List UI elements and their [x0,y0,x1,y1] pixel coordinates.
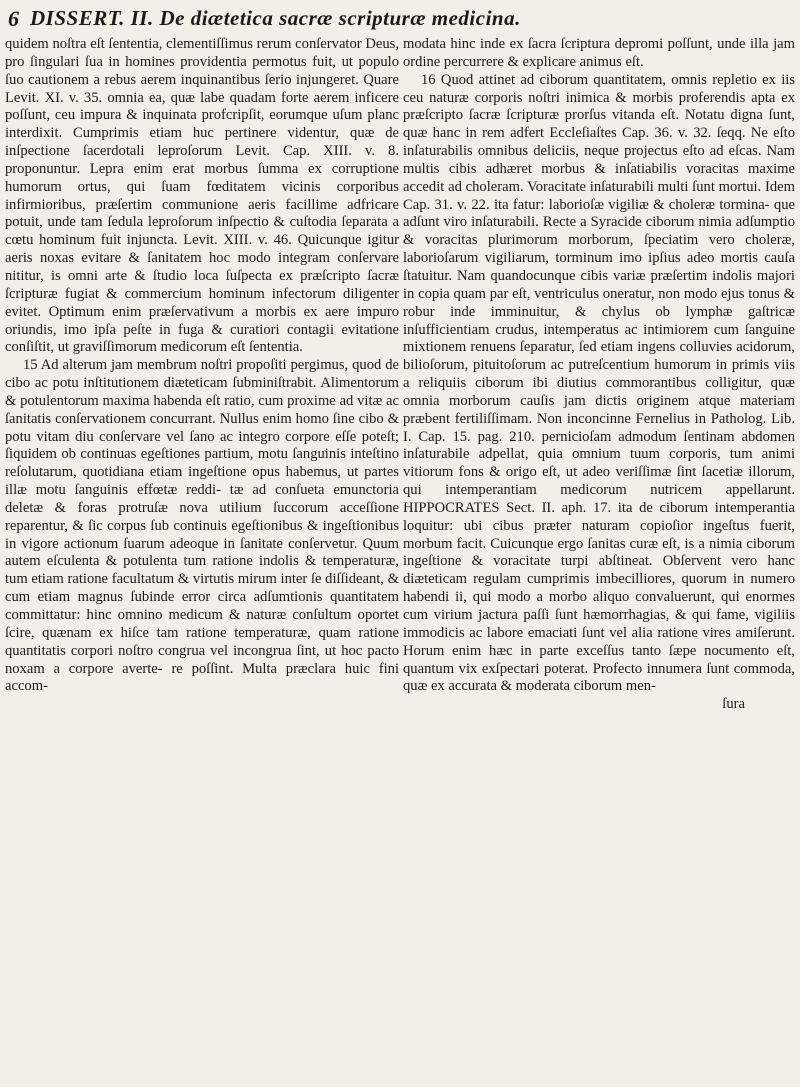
running-header [0,6,800,34]
paragraph: quidem noſtra eſt ſententia, clementiſſimus rerum conſervator Deus, pro ſingulari ſua in homines providentia permotus fuit, ut populo ſuo cautionem a rebus aerem inquinantibus ſerio injungeret. Quare Levit. XI. v. 35. omnia ea, quæ labe quadam forte aerem inficere poſſunt, ceu impura & inquinata profcripſit, eorumque uſum planc interdixit. Cumprimis etiam huc pertinere videntur, quæ de inſpectione ſacerdotali leproſorum Levit. Cap. XIII. v. 8. proponuntur. Lepra enim erat morbus ſumma ex corruptione humorum ortus, qui ſuam fœditatem vicinis corporibus infirmioribus, præſertim communione aeris facillime adfricare potuit, unde tam ſedula leproſorum inſpectio & cuſtodia ſeparata a cœtu hominum fuit injuncta. Levit. XIII. v. 46. Quicunque igitur aeris noxas evitare & ſanitatem hoc modo integram conſervare nititur, is omni arte & ſtudio loca ſuſpecta ex præſcripto ſacræ ſcripturæ fugiat & commercium hominum infectorum diligenter evitet. Optimum enim præſervativum a morbis ex aere impuro oriundis, imo ipſa peſte in fuga & curatiori contagii evitatione conſiſtit, ut graviſſimorum medicorum eſt ſententia. [5,36,399,356]
right-column [403,36,795,714]
paragraph: modata hinc inde ex ſacra ſcriptura depromi poſſunt, unde illa jam ordine percurrere & explicare animus eſt. [403,36,795,70]
paragraph: 16 Quod attinet ad ciborum quantitatem, omnis repletio ex iis ceu naturæ corporis noſtri inimica & morbis proferendis apta ex præſcripto ſacræ ſcripturæ prorſus vitanda eſt. Notatu digna ſunt, quæ hanc in rem adfert Eccleſiaſtes Cap. 36. v. 32. ſeqq. Ne eſto inſaturabilis omnibus deliciis, neque projectus eſto ad eſcas. Nam multis cibis adhæret morbus & inſatiabilis voracitas maxime accedit ad choleram. Voracitate inſaturabili multi ſunt mortui. Idem Cap. 31. v. 22. ita fatur: laborioſæ vigiliæ & choleræ tormina- que adſunt viro inſaturabili. Recte a Syracide ciborum nimia adſumptio & voracitas plurimorum morborum, ſpeciatim vero choleræ, laborioſarum vigiliarum, torminum imo ipſius adeo mortis cauſa ſtatuitur. Nam quandocunque cibis variæ præſertim indolis majori in copia quam par eſt, ventriculus oneratur, non modo ejus tonus & robur inde imminuitur, & chylus ob lymphæ gaſtricæ inſufficientiam crudus, intemperatus ac intimiorem cum ſanguine mixtionem renuens ſeparatur, ſed etiam ingens colluvies acidorum, bilioſorum, pituitoſorum ac putreſcentium humorum in primis viis a reliquiis ciborum ibi diutius commorantibus colligitur, quæ omnia morborum cauſis jam dictis originem atque materiam præbent fertiliſſimam. Non inconcinne Fernelius in Patholog. Lib. I. Cap. 15. pag. 210. pernicioſam admodum ſentinam abdomen inſaturabile adpellat, quia omnium tuum corporis, tum animi vitiorum fons & origo eſt, ut adeo veriſſimæ ſint ſacetiæ illorum, qui intemperantiam medicorum nutricem appellarunt. HIPPOCRATES Sect. II. aph. 17. ita de ciborum intemperantia loquitur: ubi cibus præter naturam copioſior ingeſtus fuerit, morbum facit. Cuicunque ergo ſanitas curæ eſt, is a nimia ciborum ingeſtione & voracitate turpi abſtineat. Obſervent vero hanc diæteticam regulam cumprimis imbecilliores, quorum in numero habendi ii, qui modo a morbo aliquo convaluerunt, qui enormes cum virium jactura paſſi ſunt hæmorrhagias, & qui fame, vigiliis immodicis ac labore emaciati ſunt vel alia ratione vires amiſerunt. Horum enim hæc in parte exceſſus tanto ſæpe nocumento eſt, quantum vix exſpectari poterat. Profecto innumera ſunt commoda, quæ ex accurata & moderata ciborum men- [403,71,795,695]
page-number: 6 [8,6,19,31]
catchword: ſura [722,696,745,713]
running-title: DISSERT. II. De diætetica sacræ scripturæ medicina. [30,6,521,30]
left-column [5,36,399,696]
paragraph: 15 Ad alterum jam membrum noſtri propoſiti pergimus, quod de cibo ac potu inſtitutionem diæteticam ſubminiſtrabit. Alimentorum & potulentorum maxima habenda eſt ratio, cum proxime ad vitæ ac ſanitatis conſervationem concurrant. Nullus enim homo ſine cibo & potu vitam diu conſervare vel ſano ac integro corpore eſſe poteſt; ſiquidem ob continuas egeſtiones partium, motu ſanguinis inteſtino reſolutarum, quotidiana etiam ingeſtione opus habemus, ut partes illæ motu ſanguinis effœtæ reddi- tæ ad conſueta emunctoria deletæ & foras protruſæ nova utilium ſuccorum acceſſione reparentur, & ſic corpus ſub continuis egeſtionibus & ingeſtionibus in vigore actionum ſuarum adeoque in ſanitate conſervetur. Quum autem eſculenta & potulenta tum ratione indolis & temperaturæ, tum etiam ratione facultatum & virtutis mirum inter ſe diſſideant, & cum etiam magnus ſubinde error circa adſumtionis quantitatem committatur: hinc omnino medicum & naturæ conſultum oportet ſcire, quænam ex hiſce tam ratione temperaturæ, quam ratione quantitatis corpori noſtro congrua vel incongrua ſint, ut hoc pacto noxam a corpore averte- re poſſint. Multa præclara huic fini accom- [5,357,399,695]
